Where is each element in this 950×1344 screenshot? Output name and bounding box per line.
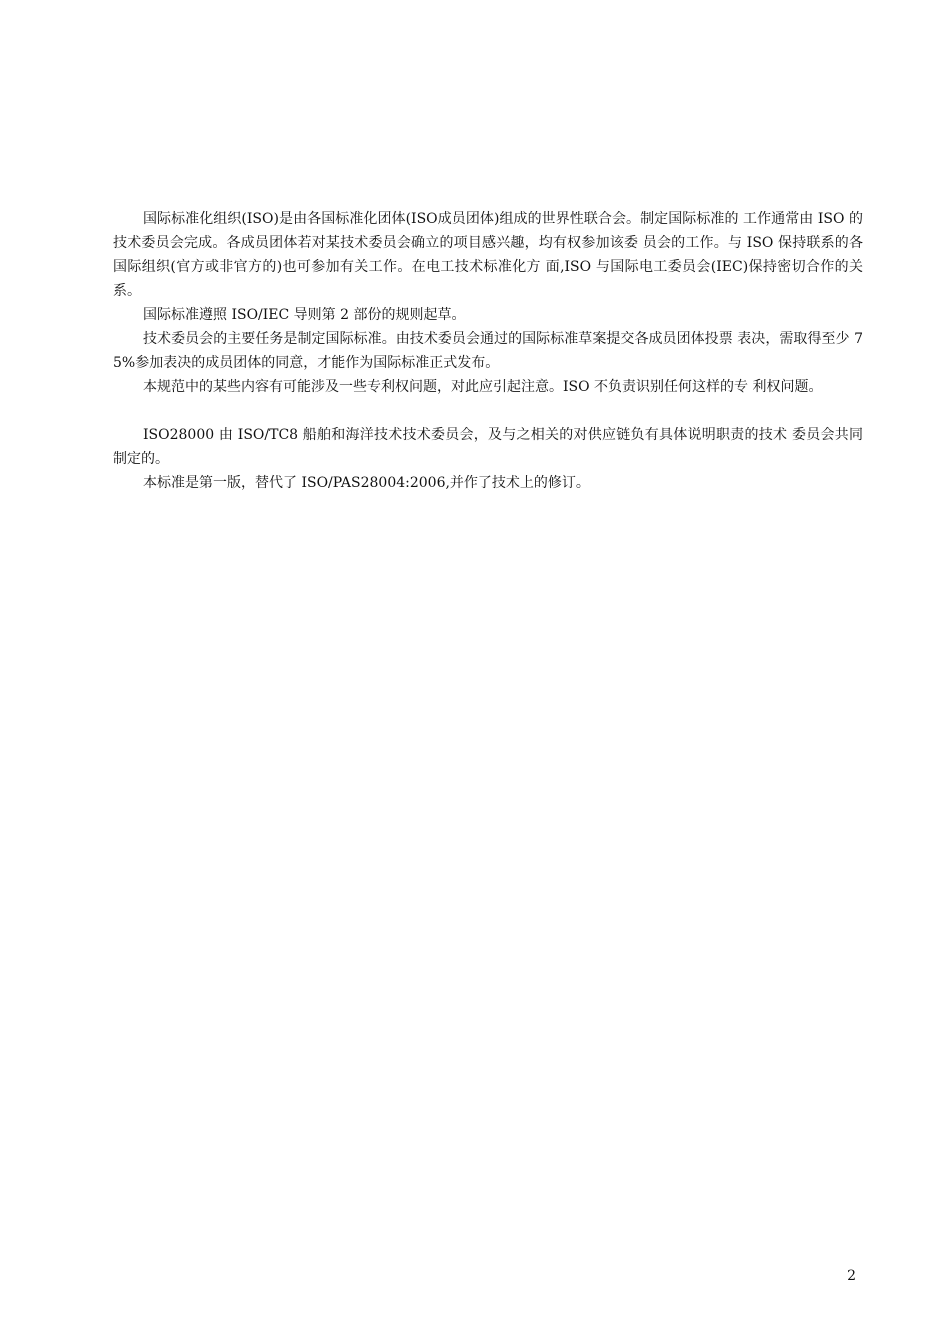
- page-number: 2: [847, 1268, 856, 1284]
- paragraph-committee-task: 技术委员会的主要任务是制定国际标准。由技术委员会通过的国际标准草案提交各成员团体投票 表决，需取得至少 75%参加表决的成员团体的同意，才能作为国际标准正式发布。: [113, 331, 863, 371]
- paragraph-prepared-by: ISO28000 由 ISO/TC8 船舶和海洋技术技术委员会，及与之相关的对供应链负有具体说明职责的技术 委员会共同制定的。: [113, 427, 863, 467]
- paragraph-edition-note: 本标准是第一版，替代了 ISO/PAS28004:2006,并作了技术上的修订。: [143, 475, 590, 491]
- foreword-body: [113, 207, 863, 495]
- paragraph-drafting-rules: 国际标准遵照 ISO/IEC 导则第 2 部份的规则起草。: [143, 307, 466, 323]
- paragraph-patent-notice: 本规范中的某些内容有可能涉及一些专利权问题，对此应引起注意。ISO 不负责识别任何这样的专 利权问题。: [143, 379, 823, 395]
- paragraph-iso-organization: 国际标准化组织(ISO)是由各国标准化团体(ISO成员团体)组成的世界性联合会。制定国际标准的 工作通常由 ISO 的技术委员会完成。各成员团体若对某技术委员会确立的项目感兴趣，均有权参加该委 员会的工作。与 ISO 保持联系的各国际组织(官方或非官方的)也可参加有关工作。在电工技术标准化方 面,ISO 与国际电工委员会(IEC)保持密切合作的关系。: [113, 211, 863, 299]
